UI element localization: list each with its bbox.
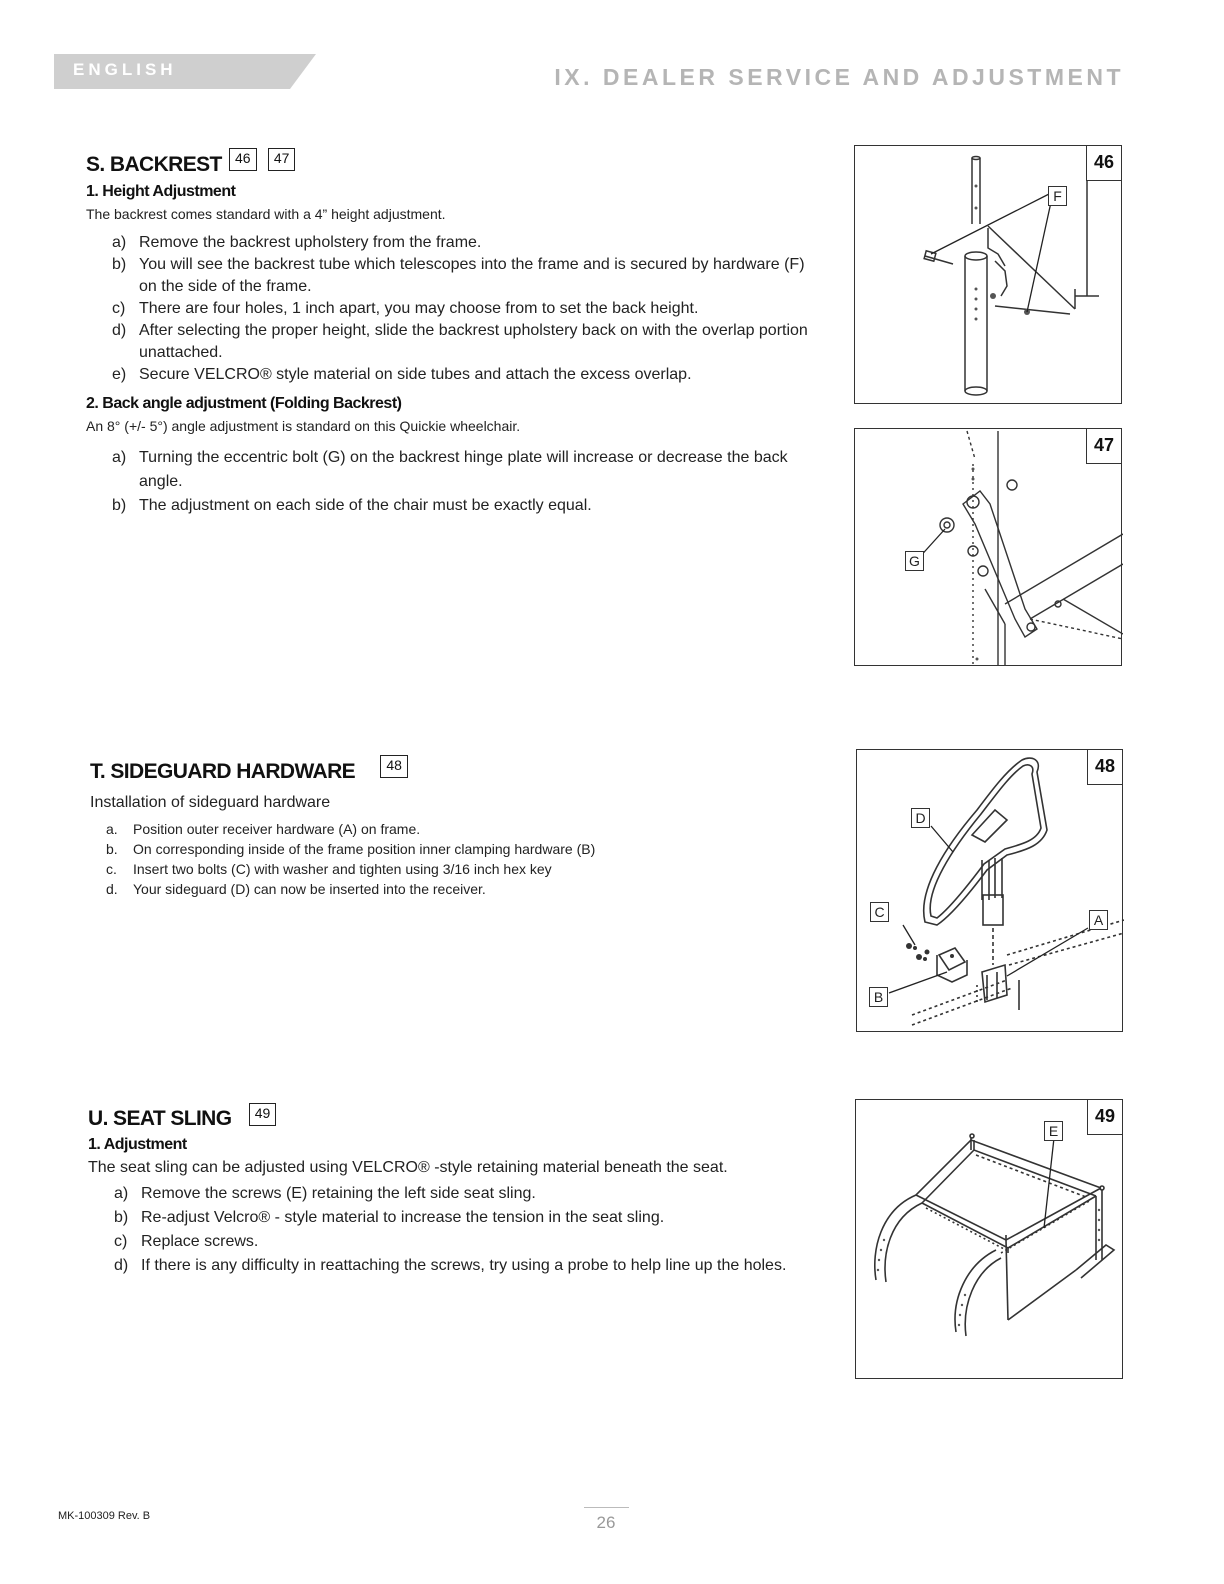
list-item: d) If there is any difficulty in reattaching the screws, try using a probe to help line up the holes. bbox=[114, 1257, 787, 1274]
callout-a: A bbox=[1089, 910, 1108, 930]
figure-49 bbox=[855, 1099, 1123, 1379]
list-item: b) Re-adjust Velcro® - style material to increase the tension in the seat sling. bbox=[114, 1209, 665, 1226]
seatsling-title-text: U. SEAT SLING bbox=[88, 1107, 232, 1130]
figure-ref-48: 48 bbox=[380, 755, 408, 778]
callout-d: D bbox=[911, 808, 930, 828]
back-angle-heading: 2. Back angle adjustment (Folding Backrest) bbox=[86, 395, 402, 412]
sideguard-title-text: T. SIDEGUARD HARDWARE bbox=[90, 760, 356, 783]
back-angle-note: An 8° (+/- 5°) angle adjustment is standard on this Quickie wheelchair. bbox=[86, 418, 521, 434]
height-adjustment-steps bbox=[112, 232, 819, 386]
figure-46 bbox=[854, 145, 1122, 404]
seat-frame-illustration bbox=[856, 1100, 1124, 1380]
back-angle-steps bbox=[112, 446, 829, 518]
callout-b: B bbox=[869, 987, 888, 1007]
sideguard-intro: Installation of sideguard hardware bbox=[90, 794, 331, 811]
height-adjustment-note: The backrest comes standard with a 4” height adjustment. bbox=[86, 206, 446, 222]
list-item: a) Turning the eccentric bolt (G) on the backrest hinge plate will increase or decrease the back angle. bbox=[112, 449, 788, 490]
list-item: a. Position outer receiver hardware (A) on frame. bbox=[106, 821, 421, 837]
height-adjustment-heading: 1. Height Adjustment bbox=[86, 183, 236, 200]
backrest-section-title bbox=[86, 148, 295, 177]
figure-ref-46: 46 bbox=[229, 148, 257, 171]
list-item: c. Insert two bolts (C) with washer and tighten using 3/16 inch hex key bbox=[106, 861, 552, 877]
figure-48 bbox=[856, 749, 1123, 1032]
figure-47 bbox=[854, 428, 1122, 666]
figure-number-49: 49 bbox=[1087, 1100, 1122, 1135]
callout-g: G bbox=[905, 551, 924, 571]
list-item: d. Your sideguard (D) can now be inserted into the receiver. bbox=[106, 881, 486, 897]
figure-number-47: 47 bbox=[1086, 429, 1121, 464]
seatsling-adjustment-heading: 1. Adjustment bbox=[88, 1136, 187, 1153]
list-item: b) You will see the backrest tube which telescopes into the frame and is secured by hardware (F) on the side of the frame. bbox=[112, 256, 805, 295]
list-item: a) Remove the screws (E) retaining the left side seat sling. bbox=[114, 1185, 536, 1202]
list-item: b. On corresponding inside of the frame position inner clamping hardware (B) bbox=[106, 841, 596, 857]
callout-e: E bbox=[1044, 1121, 1063, 1141]
list-item: c) There are four holes, 1 inch apart, you may choose from to set the back height. bbox=[112, 300, 699, 317]
sideguard-section-title bbox=[90, 752, 408, 784]
figure-ref-47: 47 bbox=[268, 148, 296, 171]
seatsling-section-title bbox=[88, 1103, 276, 1131]
figure-number-48: 48 bbox=[1087, 750, 1122, 785]
sideguard-illustration bbox=[857, 750, 1124, 1033]
callout-c: C bbox=[870, 902, 889, 922]
backrest-tube-illustration bbox=[855, 146, 1123, 405]
page-number: 26 bbox=[596, 1513, 616, 1532]
chapter-title: IX. DEALER SERVICE AND ADJUSTMENT bbox=[554, 64, 1124, 90]
seatsling-intro: The seat sling can be adjusted using VELCRO® -style retaining material beneath the seat. bbox=[88, 1159, 728, 1176]
language-label: ENGLISH bbox=[73, 60, 177, 79]
callout-f: F bbox=[1048, 186, 1067, 206]
list-item: c) Replace screws. bbox=[114, 1233, 259, 1250]
hinge-plate-illustration bbox=[855, 429, 1123, 667]
list-item: b) The adjustment on each side of the chair must be exactly equal. bbox=[112, 497, 592, 514]
document-id: MK-100309 Rev. B bbox=[58, 1510, 151, 1522]
seatsling-steps bbox=[114, 1182, 831, 1278]
list-item: d) After selecting the proper height, slide the backrest upholstery back on with the overlap portion unattached. bbox=[112, 322, 808, 361]
figure-number-46: 46 bbox=[1086, 146, 1121, 181]
backrest-title-text: S. BACKREST bbox=[86, 153, 222, 176]
list-item: a) Remove the backrest upholstery from the frame. bbox=[112, 234, 482, 251]
sideguard-steps bbox=[106, 819, 733, 899]
figure-ref-49: 49 bbox=[249, 1103, 277, 1126]
list-item: e) Secure VELCRO® style material on side tubes and attach the excess overlap. bbox=[112, 366, 692, 383]
page-number-rule bbox=[584, 1507, 629, 1508]
